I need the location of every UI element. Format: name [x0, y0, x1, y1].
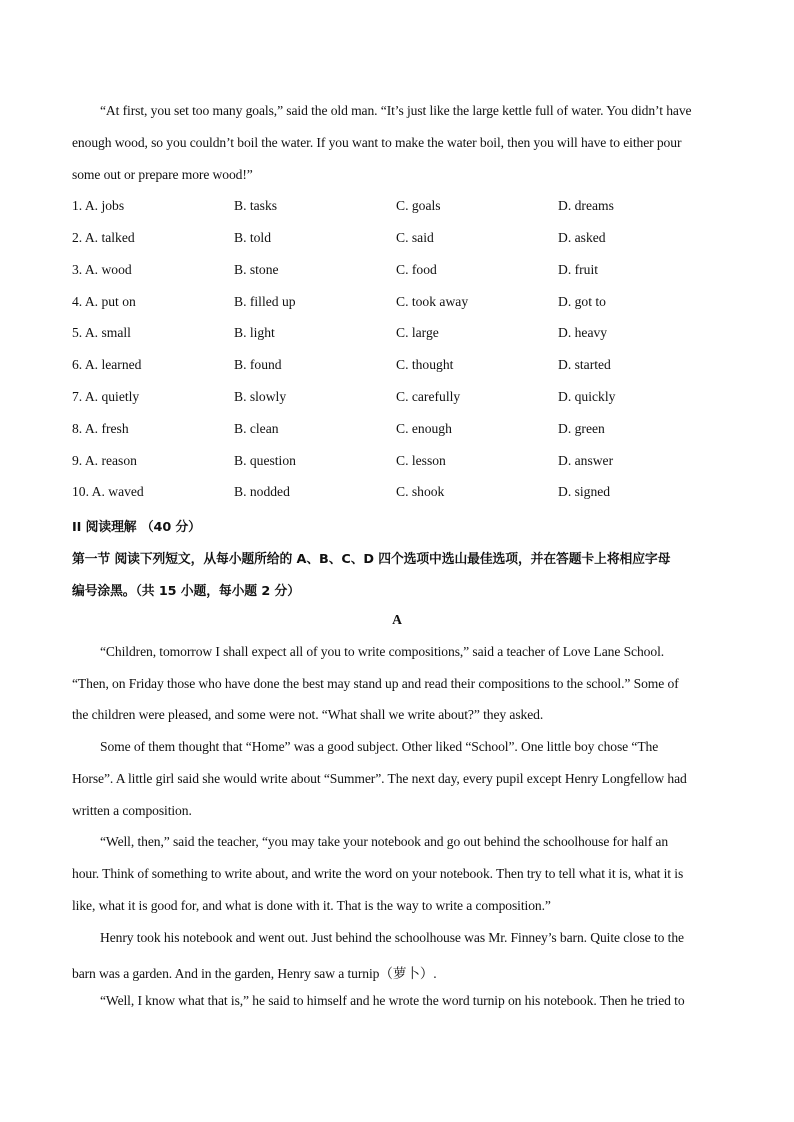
section-instructions: 编号涂黑。（共 15 小题，每小题 2 分） [72, 584, 300, 599]
section-instructions: 第一节 阅读下列短文，从每小题所给的 A、B、C、D 四个选项中选山最佳选项，并在答题卡上将相应字母 [72, 552, 671, 567]
passage-line: “Then, on Friday those who have done the best may stand up and read their compositions to the school.” Some of [72, 676, 679, 691]
option-a: 10. A. waved [72, 484, 144, 499]
option-d: D. signed [558, 484, 611, 499]
option-b: B. light [234, 325, 275, 340]
option-row [72, 357, 724, 377]
option-b: B. told [234, 230, 272, 245]
option-a: 6. A. learned [72, 357, 142, 372]
passage-line: enough wood, so you couldn’t boil the water. If you want to make the water boil, then you will have to either pour [72, 135, 682, 150]
option-row [72, 484, 724, 504]
option-b: B. clean [234, 421, 279, 436]
option-row [72, 198, 724, 218]
option-c: C. lesson [396, 453, 446, 468]
section-heading: II 阅读理解 （40 分） [72, 520, 201, 535]
option-row [72, 230, 724, 250]
option-c: C. took away [396, 294, 469, 309]
option-d: D. asked [558, 230, 606, 245]
option-b: B. filled up [234, 294, 296, 309]
option-row [72, 389, 724, 409]
option-row [72, 453, 724, 473]
option-d: D. fruit [558, 262, 599, 277]
option-c: C. shook [396, 484, 445, 499]
option-b: B. question [234, 453, 296, 468]
option-d: D. heavy [558, 325, 608, 340]
passage-line: Henry took his notebook and went out. Just behind the schoolhouse was Mr. Finney’s barn. Quite close to the [100, 930, 684, 945]
option-a: 3. A. wood [72, 262, 132, 277]
passage-line: hour. Think of something to write about, and write the word on your notebook. Then try to tell what it is, what it is [72, 866, 684, 881]
option-row [72, 262, 724, 282]
passage-line: like, what it is good for, and what is done with it. That is the way to write a composition.” [72, 898, 551, 913]
option-b: B. stone [234, 262, 279, 277]
option-d: D. quickly [558, 389, 616, 404]
option-a: 5. A. small [72, 325, 131, 340]
option-c: C. goals [396, 198, 441, 213]
option-row [72, 294, 724, 314]
passage-line: barn was a garden. And in the garden, Henry saw a turnip（萝卜）. [72, 966, 437, 981]
option-d: D. green [558, 421, 605, 436]
passage-line: the children were pleased, and some were not. “What shall we write about?” they asked. [72, 707, 544, 722]
option-b: B. tasks [234, 198, 278, 213]
passage-label: A [392, 612, 402, 627]
option-d: D. started [558, 357, 611, 372]
option-c: C. food [396, 262, 437, 277]
option-d: D. answer [558, 453, 614, 468]
passage-line: “Well, I know what that is,” he said to himself and he wrote the word turnip on his notebook. Then he tried to [100, 993, 685, 1008]
option-a: 8. A. fresh [72, 421, 129, 436]
option-a: 2. A. talked [72, 230, 135, 245]
option-b: B. found [234, 357, 282, 372]
passage-line: Horse”. A little girl said she would write about “Summer”. The next day, every pupil except Henry Longfellow had [72, 771, 687, 786]
option-c: C. said [396, 230, 434, 245]
passage-line: “Well, then,” said the teacher, “you may take your notebook and go out behind the schoolhouse for half an [100, 834, 669, 849]
option-a: 1. A. jobs [72, 198, 125, 213]
option-b: B. nodded [234, 484, 290, 499]
option-d: D. dreams [558, 198, 614, 213]
option-c: C. enough [396, 421, 452, 436]
passage-line: “Children, tomorrow I shall expect all of you to write compositions,” said a teacher of Love Lane School. [100, 644, 665, 659]
option-d: D. got to [558, 294, 606, 309]
option-c: C. carefully [396, 389, 461, 404]
option-row [72, 421, 724, 441]
passage-line: written a composition. [72, 803, 192, 818]
option-a: 7. A. quietly [72, 389, 140, 404]
option-a: 4. A. put on [72, 294, 136, 309]
option-a: 9. A. reason [72, 453, 137, 468]
option-c: C. thought [396, 357, 454, 372]
passage-line: Some of them thought that “Home” was a good subject. Other liked “School”. One little boy chose “The [100, 739, 659, 754]
option-c: C. large [396, 325, 439, 340]
passage-line: “At first, you set too many goals,” said the old man. “It’s just like the large kettle full of water. You didn’t have [100, 103, 692, 118]
option-b: B. slowly [234, 389, 287, 404]
passage-line: some out or prepare more wood!” [72, 167, 253, 182]
option-row [72, 325, 724, 345]
